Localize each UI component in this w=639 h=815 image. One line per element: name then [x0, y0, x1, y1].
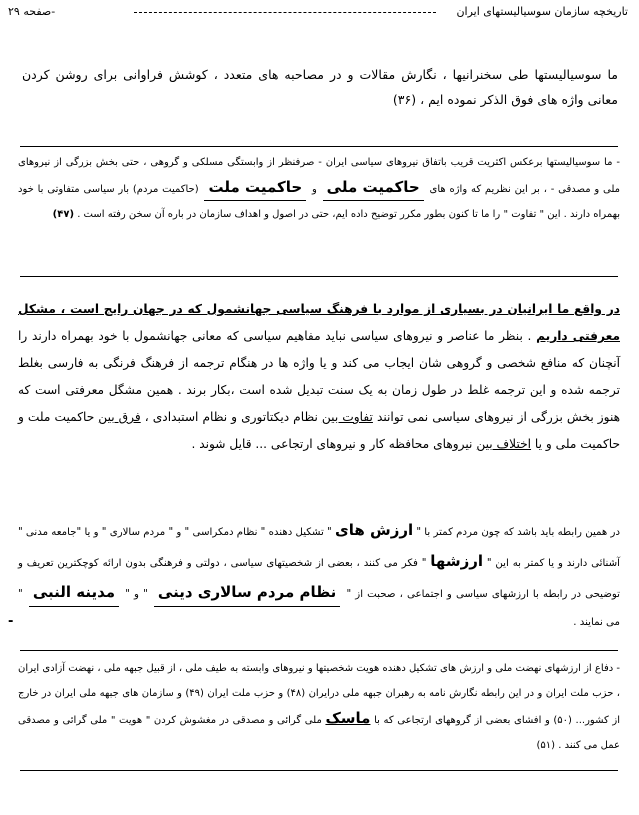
header-title: تاریخچه سازمان سوسیالیستهای ایران — [456, 5, 628, 18]
page-header — [6, 4, 632, 20]
values-text-1: در همین رابطه باید باشد که چون مردم کمتر با " — [416, 527, 620, 538]
intro-paragraph — [22, 62, 618, 112]
quote-top-rule — [20, 146, 618, 147]
main-text-b: نظام دیکتاتوری و نظام استبدادی ، — [144, 410, 318, 424]
footnote-ref: (۴۷) — [52, 209, 75, 220]
main-text-a: . بنظر ما عناصر و نیروهای سیاسی نباید مفاهیم سیاسی که معانی جهانشمول با خود بهمراه دارند را آنچنان که منافع شخصی و گروهی شان ایجاب می کند و یا واژه ها در هنگام ترجمه از فرهنگ فرنگی به فارسی بغلط ترجمه شده و این ترجمه غلط در طول زمان به یک سنت تبدیل شده است ،بکار برند . همین مشگل معرفتی است که هنوز بخش بزرگی از نیروهای سیاسی نمی توانند — [18, 329, 621, 424]
quote2-text-before: - دفاع از ارزشهای نهضت ملی و ارزش های تشکیل دهنده هویت شخصیتها و نیروهای وابسته به طیف ملی ، از قبیل جبهه ملی ، نهضت آزادی ایران ، حزب ملت ایران و در این رابطه نگارش نامه به رهبران جبهه ملی درایران (۴۸) و حزب ملت ایران (۴۹) و سازمان های جبهه ملی ایران در خارج از کشور... (۵۰) و افشای بعضی از گروههای ارتجاعی که با — [18, 663, 621, 726]
underlined-difference: تفاوت بین — [321, 410, 373, 424]
term-national-sovereignty: حاکمیت ملی — [323, 175, 424, 201]
quote-block-national-values — [18, 656, 620, 758]
values-text-5: " می نمایند . — [18, 589, 620, 628]
values-text-2: " تشکیل دهنده " نظام دمکراسی " و " مردم سالاری " و یا "جامعه مدنی " آشنائی دارند و یا کمتر به این " — [18, 527, 620, 569]
margin-mark: - — [8, 614, 14, 629]
values-text-4: " و " — [125, 589, 148, 600]
quote-text-before: - ما سوسیالیستها برعکس اکثریت قریب باتفاق نیروهای سیاسی ایران - صرفنظر از وابستگی مسلکی و گروهی ، حتی بخش بزرگی از نیروهای ملی و مصدقی - ، بر این نظریم که واژه های — [18, 157, 620, 195]
term-religious-democracy: نظام مردم سالاری دینی — [154, 578, 340, 607]
bold-lead-sentence: در واقع ما ایرانیان در بسیاری از موارد با فرهنگ سیاسی جهانشمول که در جهان رایج است ، مشکل معرفتی داریم — [18, 302, 620, 343]
page-number: صفحه ۲۹- — [8, 5, 56, 18]
intro-text: ما سوسیالیستها طی سخنرانیها ، نگارش مقالات و در مصاحبه های متعدد ، کوشش فراوانی برای روشن کردن معانی واژه های فوق الذکر نموده ایم ، (۳۶) — [22, 67, 618, 107]
main-text-c: حاکمیت ملت و حاکمیت ملی و یا — [18, 410, 620, 451]
term-nation-sovereignty: حاکمیت ملت — [204, 175, 306, 201]
underlined-distinction: فرق بین — [98, 410, 141, 424]
term-medina: مدینه النبی — [29, 578, 119, 607]
footnote-ref-2: (۵۱) — [536, 740, 556, 751]
term-mask: ماسک — [325, 709, 371, 727]
term-values: ارزش های — [335, 521, 414, 539]
values-text-3: " فکر می کنند ، بعضی از شخصیتهای سیاسی ، دولتی و فرهنگی بدون ارائه کوچکترین تعریف و توضیحی در رابطه با ارزشهای سیاسی و اجتماعی ، صحبت از " — [18, 558, 621, 600]
main-text-d: نیروهای محافظه کار و نیروهای ارتجاعی ... قایل شوند . — [191, 437, 473, 451]
quote-text-after: (حاکمیت مردم) بار سیاسی متفاوتی با خود بهمراه دارند . این " تفاوت " را ما تا کنون بطور مکرر توضیح داده ایم، حتی در اصول و اهداف سازمان در باره آن سخن رفته است . — [18, 184, 620, 220]
quote-bottom-rule — [20, 276, 618, 277]
term-values-2: ارزشها — [430, 552, 483, 570]
quote2-text-after: ملی گرائی و مصدقی در مغشوش کردن " هویت " ملی گرائی و مصدقی عمل می کنند . — [18, 715, 620, 751]
quote-block-sovereignty — [18, 150, 620, 227]
quote-joiner: و — [312, 184, 317, 195]
underlined-contrast: اختلاف بین — [476, 437, 532, 451]
main-paragraph — [18, 296, 620, 458]
quote2-top-rule — [20, 650, 618, 651]
values-paragraph — [18, 516, 620, 637]
header-divider — [134, 12, 436, 13]
quote2-bottom-rule — [20, 770, 618, 771]
